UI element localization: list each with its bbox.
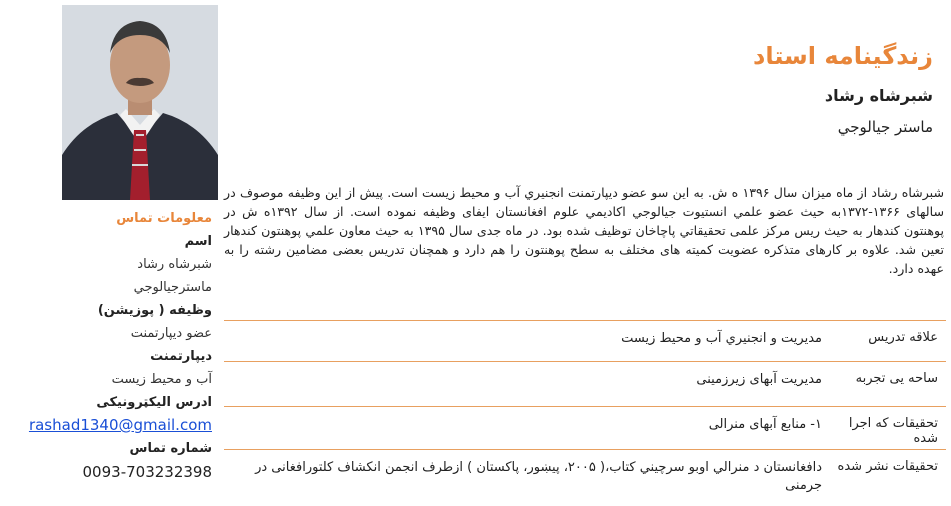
info-row-published: [224, 449, 946, 504]
profile-degree: ماستر جیالوجي: [837, 118, 933, 136]
info-key: علاقه تدریس: [868, 330, 938, 345]
phone-label: شماره تماس: [129, 441, 212, 456]
profile-name: شبرشاه رشاد: [824, 86, 933, 105]
position-value: عضو دیپارتمنت: [130, 326, 212, 341]
info-value: دافغانستان د منرالي اوبو سرچيني کتاب،( ۲۰۰۵، پيښور، پاکستان ) ازطرف انجمن انکشاف کلتورافغانی در جرمنی: [255, 460, 822, 493]
info-row-teaching-interest: [224, 320, 946, 361]
phone-value: 0093-703232398: [82, 463, 212, 481]
department-value: آب و محیط زیست: [111, 372, 212, 387]
position-label: وظیفه ( پوزیشن): [97, 303, 212, 318]
info-value: مدیریت آبهای زیرزمینی: [696, 372, 822, 387]
contact-header: معلومات تماس: [116, 211, 212, 226]
info-key: تحقیقات نشر شده: [837, 459, 938, 474]
department-label: دیپارتمنت: [150, 349, 212, 364]
name-value: شبرشاه رشاد: [137, 257, 212, 272]
profile-photo: [62, 5, 218, 200]
name-label: اسم: [184, 234, 212, 249]
email-link[interactable]: rashad1340@gmail.com: [28, 416, 212, 434]
info-value: مدیریت و انجنیري آب و محیط زیست: [621, 331, 822, 346]
info-row-research-done: [224, 406, 946, 449]
page-title: زندگینامه استاد: [753, 42, 933, 70]
info-row-experience: [224, 361, 946, 406]
info-key: تحقیقات که اجرا شده: [848, 416, 938, 446]
contact-sidebar: [0, 208, 216, 484]
degree-value: ماسترجیالوجي: [133, 280, 212, 295]
person-photo-icon: [62, 5, 218, 200]
email-label: ادرس الیکټرونیکی: [96, 395, 212, 410]
info-value: ۱- منابع آبهای منرالی: [708, 417, 822, 432]
biography: شبرشاه رشاد از ماه میزان سال ۱۳۹۶ ه ش. به این سو عضو دیپارتمنت انجنیري آب و محیط زیست است. پیش از این وظیفه موصوف در سالهای ۱۳۶۶-۱۳۷۲به حیث عضو علمي انستیوت جیالوجي اکادیمي علوم افغانستان ایفای وظیفه نموده است. از سال ۱۳۹۲ه ش در پوهنتون کندهار به حیث ریس مرکز علمی تحقیقاتي پاچاخان توظیف شده بود. در ماه جدی سال ۱۳۹۵ به حیث معاون علمي پوهنتون کندهار تعین شد. علاوه بر کارهای متذکره عضویت کمیته های مختلف به سطح پوهنتون را هم دارد و همچنان تدریس بعضی مضامین رشته را به عهده دارد.: [224, 185, 945, 276]
info-key: ساحه یی تجربه: [855, 371, 938, 386]
info-table: [224, 320, 946, 504]
